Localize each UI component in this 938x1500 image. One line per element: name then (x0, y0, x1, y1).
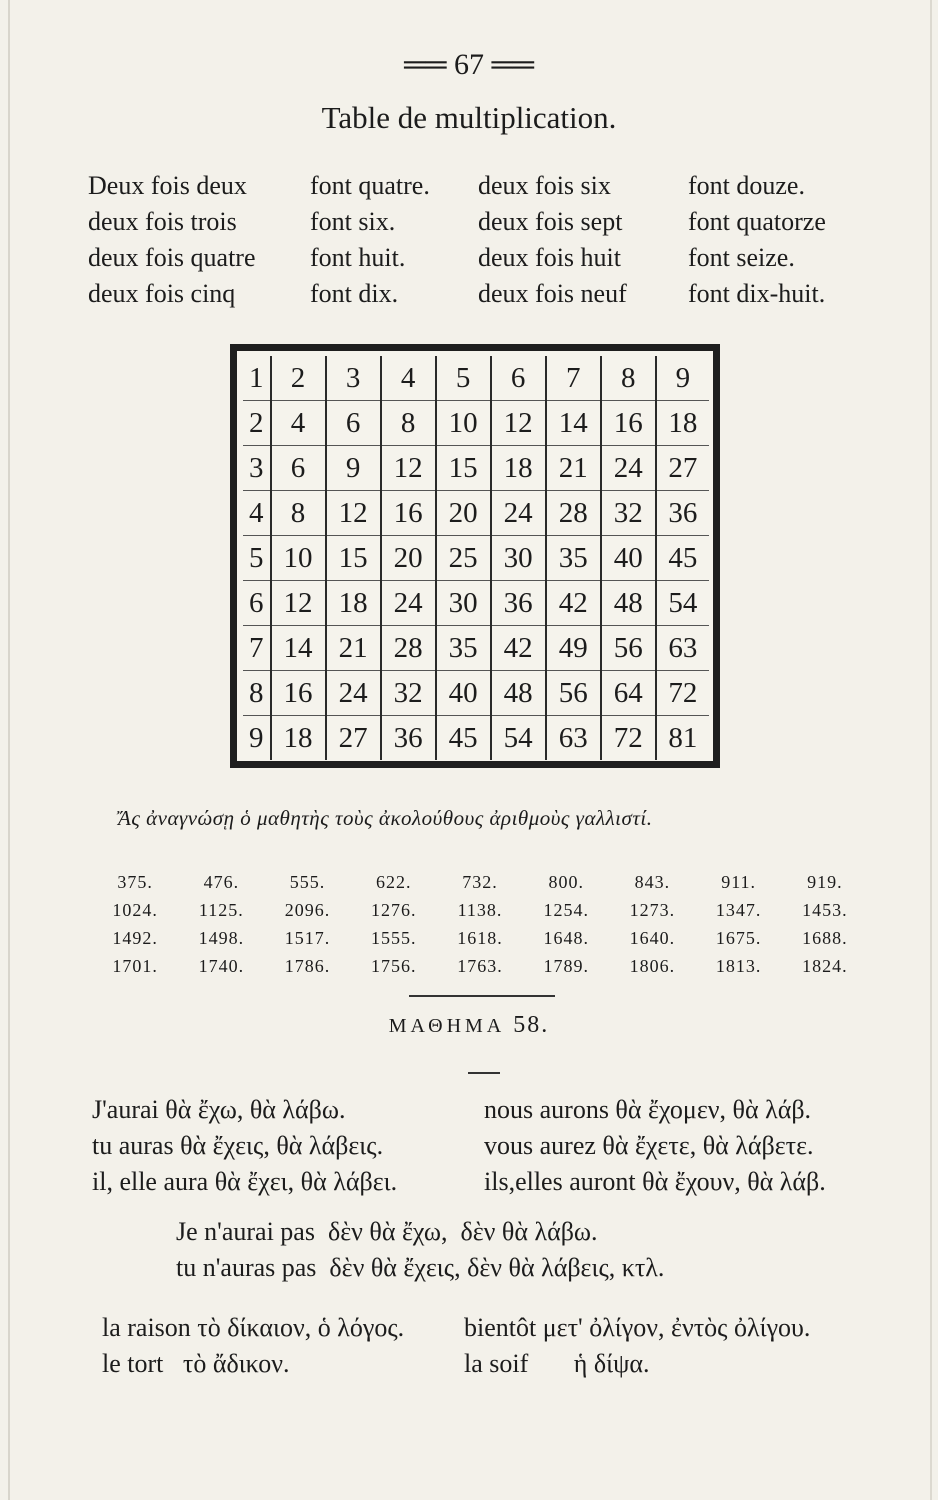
table-cell: 18 (271, 716, 326, 761)
phrase-row (88, 168, 868, 204)
number-cell: 1555. (371, 927, 417, 948)
number-cell: 732. (462, 871, 498, 892)
table-cell: 48 (601, 581, 656, 626)
table-cell: 7 (546, 356, 601, 401)
number-cell: 1254. (543, 899, 589, 920)
page-number-value: 67 (454, 48, 484, 81)
number-cell: 1756. (371, 955, 417, 976)
lesson-heading (0, 1012, 938, 1039)
table-cell: 45 (656, 536, 709, 581)
conjugation-plural: vous aurez θὰ ἔχετε, θὰ λάβετε. (484, 1131, 814, 1160)
number-cell: 800. (548, 871, 584, 892)
table-cell: 63 (546, 716, 601, 761)
table-cell: 24 (601, 446, 656, 491)
table-row (243, 401, 709, 446)
table-cell: 27 (326, 716, 381, 761)
numbers-row (92, 868, 868, 896)
page-edge-left (8, 0, 10, 1500)
conjugation-row (92, 1092, 882, 1128)
table-cell: 42 (546, 581, 601, 626)
phrase-row (88, 276, 868, 312)
section-divider (409, 995, 555, 997)
phrase-cell: Deux fois deux (88, 171, 247, 200)
table-cell: 24 (491, 491, 546, 536)
phrase-cell: deux fois sept (478, 207, 623, 236)
table-cell: 12 (326, 491, 381, 536)
table-cell: 12 (381, 446, 436, 491)
number-cell: 1273. (629, 899, 676, 920)
vocabulary-right: bientôt μετ' ὀλίγον, ἐντὸς ὀλίγου. (464, 1313, 811, 1342)
conjugation-singular: J'aurai θὰ ἔχω, θὰ λάβω. (92, 1095, 346, 1124)
number-cell: 1618. (457, 927, 503, 948)
conjugation-row (92, 1164, 882, 1200)
number-cell: 1675. (715, 927, 762, 948)
table-cell: 5 (436, 356, 491, 401)
number-cell: 1701. (112, 955, 158, 976)
number-cell: 1453. (802, 899, 848, 920)
table-cell: 2 (243, 401, 271, 446)
table-cell: 6 (326, 401, 381, 446)
table-cell: 20 (436, 491, 491, 536)
reading-instruction: Ἄς ἀναγνώσῃ ὁ μαθητὴς τοὺς ἀκολούθους ἀριθμοὺς γαλλιστί. (118, 806, 653, 830)
table-cell: 30 (491, 536, 546, 581)
number-cell: 375. (117, 871, 153, 892)
table-cell: 6 (271, 446, 326, 491)
vocabulary-block (102, 1310, 892, 1382)
page-title: Table de multiplication. (321, 100, 617, 135)
table-cell: 24 (326, 671, 381, 716)
numbers-table (92, 868, 868, 980)
table-row (243, 671, 709, 716)
table-cell: 25 (436, 536, 491, 581)
numbers-row (92, 924, 868, 952)
number-cell: 1763. (457, 955, 503, 976)
table-cell: 4 (271, 401, 326, 446)
number-cell: 1806. (629, 955, 676, 976)
table-cell: 36 (381, 716, 436, 761)
table-cell: 36 (491, 581, 546, 626)
table-cell: 20 (381, 536, 436, 581)
negation-line: Je n'aurai pas δὲν θὰ ἔχω, δὲν θὰ λάβω. (176, 1217, 598, 1246)
table-cell: 56 (546, 671, 601, 716)
table-cell: 24 (381, 581, 436, 626)
phrase-cell: font quatre. (310, 171, 430, 200)
table-cell: 8 (601, 356, 656, 401)
table-cell: 40 (601, 536, 656, 581)
table-cell: 9 (243, 716, 271, 761)
table-cell: 72 (601, 716, 656, 761)
multiplication-table-frame (230, 344, 720, 768)
table-row (243, 581, 709, 626)
number-cell: 1498. (198, 927, 245, 948)
table-cell: 3 (243, 446, 271, 491)
table-cell: 45 (436, 716, 491, 761)
lesson-word: ΜΑΘΗΜΑ (388, 1015, 506, 1037)
vocabulary-right: la soif ἡ δίψα. (464, 1349, 650, 1378)
table-cell: 5 (243, 536, 271, 581)
number-cell: 1024. (112, 899, 158, 920)
table-cell: 63 (656, 626, 709, 671)
number-cell: 2096. (284, 899, 331, 920)
table-cell: 36 (656, 491, 709, 536)
number-cell: 622. (376, 871, 412, 892)
page-number (0, 48, 938, 82)
table-cell: 12 (271, 581, 326, 626)
phrase-cell: font quatorze (688, 207, 826, 236)
table-cell: 21 (326, 626, 381, 671)
number-cell: 919. (807, 871, 843, 892)
table-cell: 6 (243, 581, 271, 626)
phrase-cell: deux fois trois (88, 207, 237, 236)
table-cell: 3 (326, 356, 381, 401)
table-cell: 14 (271, 626, 326, 671)
number-cell: 1492. (112, 927, 158, 948)
negation-line: tu n'auras pas δὲν θὰ ἔχεις, δὲν θὰ λάβεις, κτλ. (176, 1253, 665, 1282)
number-cell: 1789. (543, 955, 589, 976)
number-cell: 911. (721, 871, 757, 892)
number-cell: 843. (634, 871, 671, 892)
number-cell: 1138. (457, 899, 503, 920)
number-cell: 1740. (198, 955, 245, 976)
table-cell: 7 (243, 626, 271, 671)
table-row (243, 626, 709, 671)
number-cell: 1347. (715, 899, 762, 920)
number-cell: 1824. (802, 955, 848, 976)
phrase-row (88, 240, 868, 276)
table-cell: 8 (271, 491, 326, 536)
vocabulary-left: la raison τὸ δίκαιον, ὁ λόγος. (102, 1313, 405, 1342)
table-cell: 1 (243, 356, 271, 401)
table-cell: 9 (656, 356, 709, 401)
phrase-cell: font dix-huit. (688, 279, 826, 308)
phrase-row (88, 204, 868, 240)
phrase-cell: deux fois quatre (88, 243, 256, 272)
multiplication-phrases (88, 168, 868, 312)
table-cell: 10 (436, 401, 491, 446)
page-number-right-dash: ══ (491, 48, 535, 81)
conjugation-row (92, 1128, 882, 1164)
numbers-row (92, 896, 868, 924)
table-cell: 42 (491, 626, 546, 671)
table-cell: 10 (271, 536, 326, 581)
table-row (243, 716, 709, 761)
table-cell: 28 (546, 491, 601, 536)
multiplication-table (243, 356, 709, 760)
number-cell: 1813. (715, 955, 762, 976)
vocabulary-row (102, 1346, 892, 1382)
table-cell: 21 (546, 446, 601, 491)
number-cell: 1276. (371, 899, 417, 920)
table-cell: 49 (546, 626, 601, 671)
vocabulary-left: le tort τὸ ἄδικον. (102, 1349, 290, 1378)
phrase-cell: font dix. (310, 279, 399, 308)
numbers-row (92, 952, 868, 980)
number-cell: 1517. (284, 927, 331, 948)
conjugation-plural: nous aurons θὰ ἔχομεν, θὰ λάβ. (484, 1095, 812, 1124)
phrase-cell: font huit. (310, 243, 406, 272)
table-cell: 2 (271, 356, 326, 401)
table-row (243, 536, 709, 581)
number-cell: 1786. (284, 955, 331, 976)
table-cell: 72 (656, 671, 709, 716)
table-cell: 9 (326, 446, 381, 491)
table-cell: 30 (436, 581, 491, 626)
table-cell: 12 (491, 401, 546, 446)
table-cell: 4 (243, 491, 271, 536)
table-cell: 6 (491, 356, 546, 401)
phrase-cell: font six. (310, 207, 396, 236)
number-cell: 1648. (543, 927, 589, 948)
table-cell: 16 (381, 491, 436, 536)
table-cell: 8 (243, 671, 271, 716)
table-cell: 32 (381, 671, 436, 716)
page-number-left-dash: ══ (403, 48, 447, 81)
table-cell: 18 (656, 401, 709, 446)
conjugation-singular: tu auras θὰ ἔχεις, θὰ λάβεις. (92, 1131, 384, 1160)
lesson-number: 58. (513, 1012, 550, 1038)
lesson-divider (468, 1072, 500, 1074)
number-cell: 1125. (198, 899, 244, 920)
table-cell: 32 (601, 491, 656, 536)
page-edge-right (930, 0, 932, 1500)
table-cell: 35 (436, 626, 491, 671)
table-cell: 40 (436, 671, 491, 716)
table-cell: 15 (436, 446, 491, 491)
table-cell: 54 (656, 581, 709, 626)
table-cell: 16 (271, 671, 326, 716)
conjugation-plural: ils,elles auront θὰ ἔχουν, θὰ λάβ. (484, 1167, 826, 1196)
phrase-cell: font douze. (688, 171, 805, 200)
table-cell: 18 (326, 581, 381, 626)
negation-block (176, 1214, 876, 1286)
table-cell: 28 (381, 626, 436, 671)
phrase-cell: deux fois neuf (478, 279, 627, 308)
number-cell: 1688. (802, 927, 848, 948)
vocabulary-row (102, 1310, 892, 1346)
phrase-cell: font seize. (688, 243, 795, 272)
table-cell: 56 (601, 626, 656, 671)
phrase-cell: deux fois cinq (88, 279, 236, 308)
table-cell: 8 (381, 401, 436, 446)
phrase-cell: deux fois six (478, 171, 611, 200)
number-cell: 555. (289, 871, 326, 892)
table-cell: 27 (656, 446, 709, 491)
numbers-to-read (92, 868, 868, 980)
conjugation-block (92, 1092, 882, 1200)
table-row (243, 356, 709, 401)
number-cell: 476. (203, 871, 240, 892)
table-cell: 14 (546, 401, 601, 446)
table-cell: 16 (601, 401, 656, 446)
phrase-cell: deux fois huit (478, 243, 621, 272)
number-cell: 1640. (629, 927, 676, 948)
table-cell: 4 (381, 356, 436, 401)
table-cell: 54 (491, 716, 546, 761)
table-cell: 81 (668, 721, 698, 754)
table-cell: 48 (491, 671, 546, 716)
table-cell: 15 (326, 536, 381, 581)
table-cell: 35 (546, 536, 601, 581)
table-cell: 18 (491, 446, 546, 491)
table-cell: 64 (601, 671, 656, 716)
table-row (243, 491, 709, 536)
conjugation-singular: il, elle aura θὰ ἔχει, θὰ λάβει. (92, 1167, 398, 1196)
table-row (243, 446, 709, 491)
